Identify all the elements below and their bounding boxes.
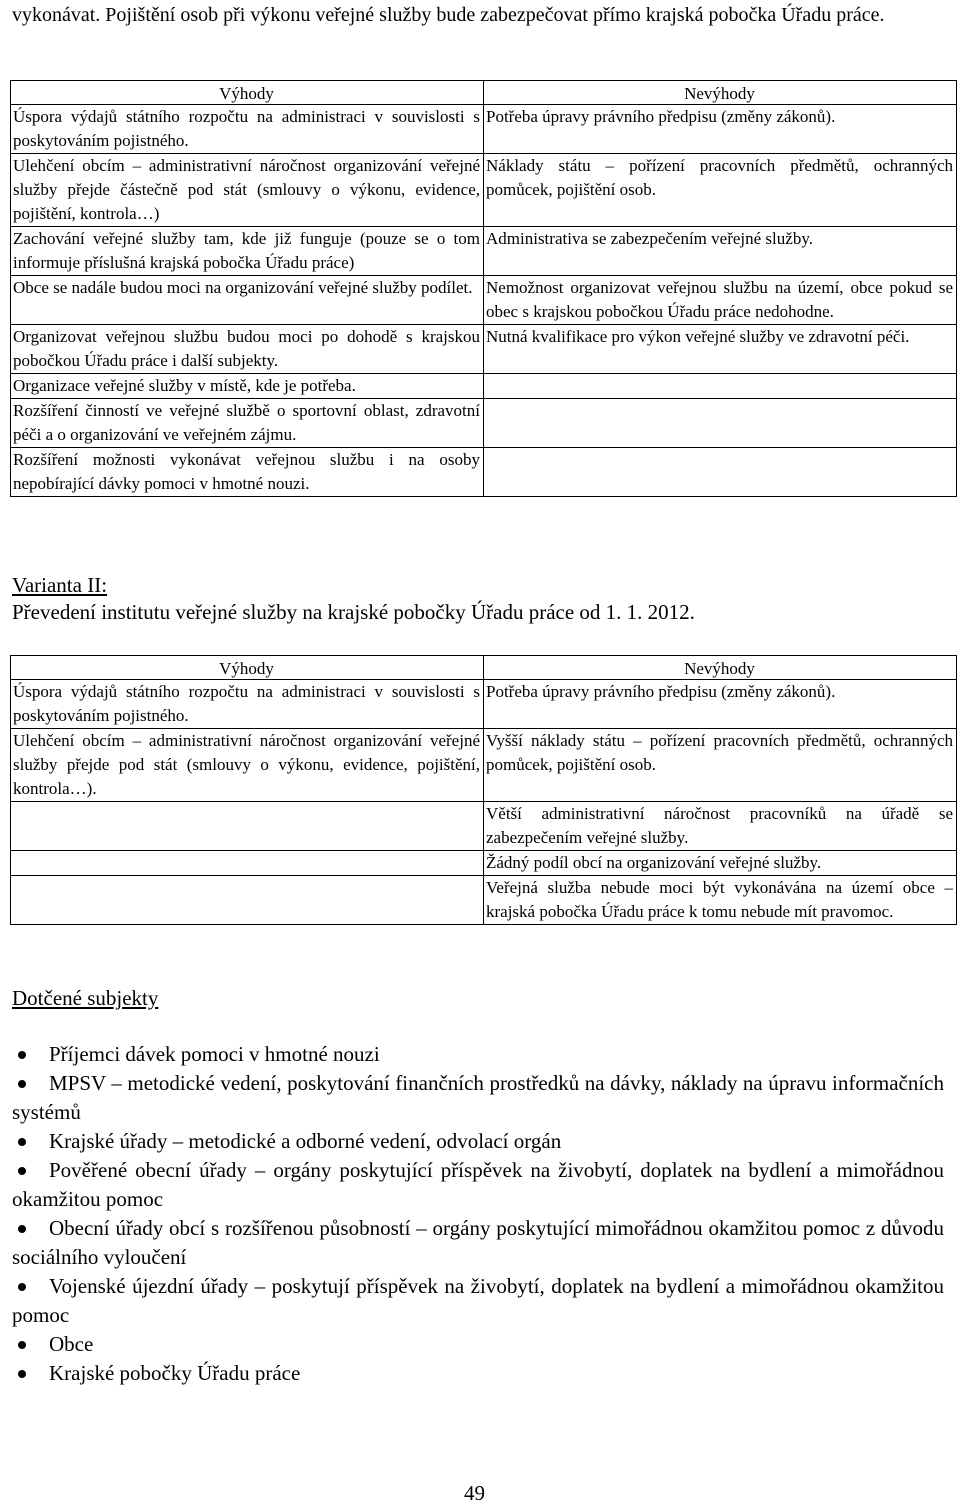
disadvantage-cell: Administrativa se zabezpečením veřejné služby.: [484, 227, 957, 276]
list-item: Vojenské újezdní úřady – poskytují příspěvek na živobytí, doplatek na bydlení a mimořádnou okamžitou pomoc: [12, 1272, 944, 1330]
list-item: MPSV – metodické vedení, poskytování finančních prostředků na dávky, náklady na úpravu informačních systémů: [12, 1069, 944, 1127]
advantage-cell: Ulehčení obcím – administrativní náročnost organizování veřejné služby přejde částečně pod stát (smlouvy o výkonu, evidence, pojištění, kontrola…): [11, 154, 484, 227]
disadvantage-cell: [484, 374, 957, 399]
list-item: Pověřené obecní úřady – orgány poskytující příspěvek na živobytí, doplatek na bydlení a mimořádnou okamžitou pomoc: [12, 1156, 944, 1214]
advantage-cell: Organizace veřejné služby v místě, kde je potřeba.: [11, 374, 484, 399]
table-row: [11, 729, 957, 802]
table-row: [11, 802, 957, 851]
disadvantage-cell: [484, 448, 957, 497]
table-row: [11, 276, 957, 325]
table-row: [11, 851, 957, 876]
variant-2-comparison-table: [10, 655, 957, 925]
list-item: Obce: [12, 1330, 944, 1359]
table-row: [11, 680, 957, 729]
list-item: Obecní úřady obcí s rozšířenou působností – orgány poskytující mimořádnou okamžitou pomoc z důvodu sociálního vyloučení: [12, 1214, 944, 1272]
disadvantage-cell: Nutná kvalifikace pro výkon veřejné služby ve zdravotní péči.: [484, 325, 957, 374]
advantage-cell: Úspora výdajů státního rozpočtu na administraci v souvislosti s poskytováním pojistného.: [11, 680, 484, 729]
disadvantage-cell: Veřejná služba nebude moci být vykonávána na území obce – krajská pobočka Úřadu práce k tomu nebude mít pravomoc.: [484, 876, 957, 925]
advantage-cell: [11, 876, 484, 925]
variant-label: Varianta II:: [12, 573, 108, 597]
disadvantage-cell: [484, 399, 957, 448]
disadvantage-cell: Žádný podíl obcí na organizování veřejné služby.: [484, 851, 957, 876]
advantage-cell: Rozšíření možnosti vykonávat veřejnou službu i na osoby nepobírající dávky pomoci v hmotné nouzi.: [11, 448, 484, 497]
table-row: [11, 448, 957, 497]
list-item: Krajské úřady – metodické a odborné vedení, odvolací orgán: [12, 1127, 944, 1156]
disadvantage-cell: Potřeba úpravy právního předpisu (změny zákonů).: [484, 105, 957, 154]
disadvantage-cell: Náklady státu – pořízení pracovních předmětů, ochranných pomůcek, pojištění osob.: [484, 154, 957, 227]
list-item: Krajské pobočky Úřadu práce: [12, 1359, 944, 1388]
variant-1-comparison-table: [10, 80, 957, 497]
advantage-cell: Zachování veřejné služby tam, kde již funguje (pouze se o tom informuje příslušná krajská pobočka Úřadu práce): [11, 227, 484, 276]
table-row: [11, 154, 957, 227]
advantage-cell: Rozšíření činností ve veřejné službě o sportovní oblast, zdravotní péči a o organizování ve veřejném zájmu.: [11, 399, 484, 448]
disadvantage-cell: Nemožnost organizovat veřejnou službu na území, obce pokud se obec s krajskou pobočkou Úřadu práce nedohodne.: [484, 276, 957, 325]
disadvantages-header: Nevýhody: [484, 81, 957, 105]
table-row: [11, 325, 957, 374]
intro-paragraph: vykonávat. Pojištění osob při výkonu veřejné služby bude zabezpečovat přímo krajská pobočka Úřadu práce.: [12, 4, 885, 26]
table-row: [11, 399, 957, 448]
advantage-cell: Organizovat veřejnou službu budou moci po dohodě s krajskou pobočkou Úřadu práce i další subjekty.: [11, 325, 484, 374]
advantage-cell: Úspora výdajů státního rozpočtu na administraci v souvislosti s poskytováním pojistného.: [11, 105, 484, 154]
disadvantage-cell: Větší administrativní náročnost pracovníků na úřadě se zabezpečením veřejné služby.: [484, 802, 957, 851]
affected-subjects-list: [12, 1040, 944, 1388]
page-number: 49: [464, 1481, 485, 1505]
list-item: Příjemci dávek pomoci v hmotné nouzi: [12, 1040, 944, 1069]
advantage-cell: Obce se nadále budou moci na organizování veřejné služby podílet.: [11, 276, 484, 325]
advantage-cell: [11, 851, 484, 876]
affected-subjects-heading: Dotčené subjekty: [12, 986, 159, 1010]
table-row: [11, 876, 957, 925]
disadvantages-header: Nevýhody: [484, 656, 957, 680]
variant-title: Převedení institutu veřejné služby na krajské pobočky Úřadu práce od 1. 1. 2012.: [12, 600, 695, 624]
advantage-cell: [11, 802, 484, 851]
advantage-cell: Ulehčení obcím – administrativní náročnost organizování veřejné služby přejde pod stát (smlouvy o výkonu, evidence, pojištění, kontrola…).: [11, 729, 484, 802]
table-row: [11, 227, 957, 276]
disadvantage-cell: Vyšší náklady státu – pořízení pracovních předmětů, ochranných pomůcek, pojištění osob.: [484, 729, 957, 802]
advantages-header: Výhody: [11, 81, 484, 105]
table-row: [11, 374, 957, 399]
disadvantage-cell: Potřeba úpravy právního předpisu (změny zákonů).: [484, 680, 957, 729]
advantages-header: Výhody: [11, 656, 484, 680]
table-row: [11, 105, 957, 154]
